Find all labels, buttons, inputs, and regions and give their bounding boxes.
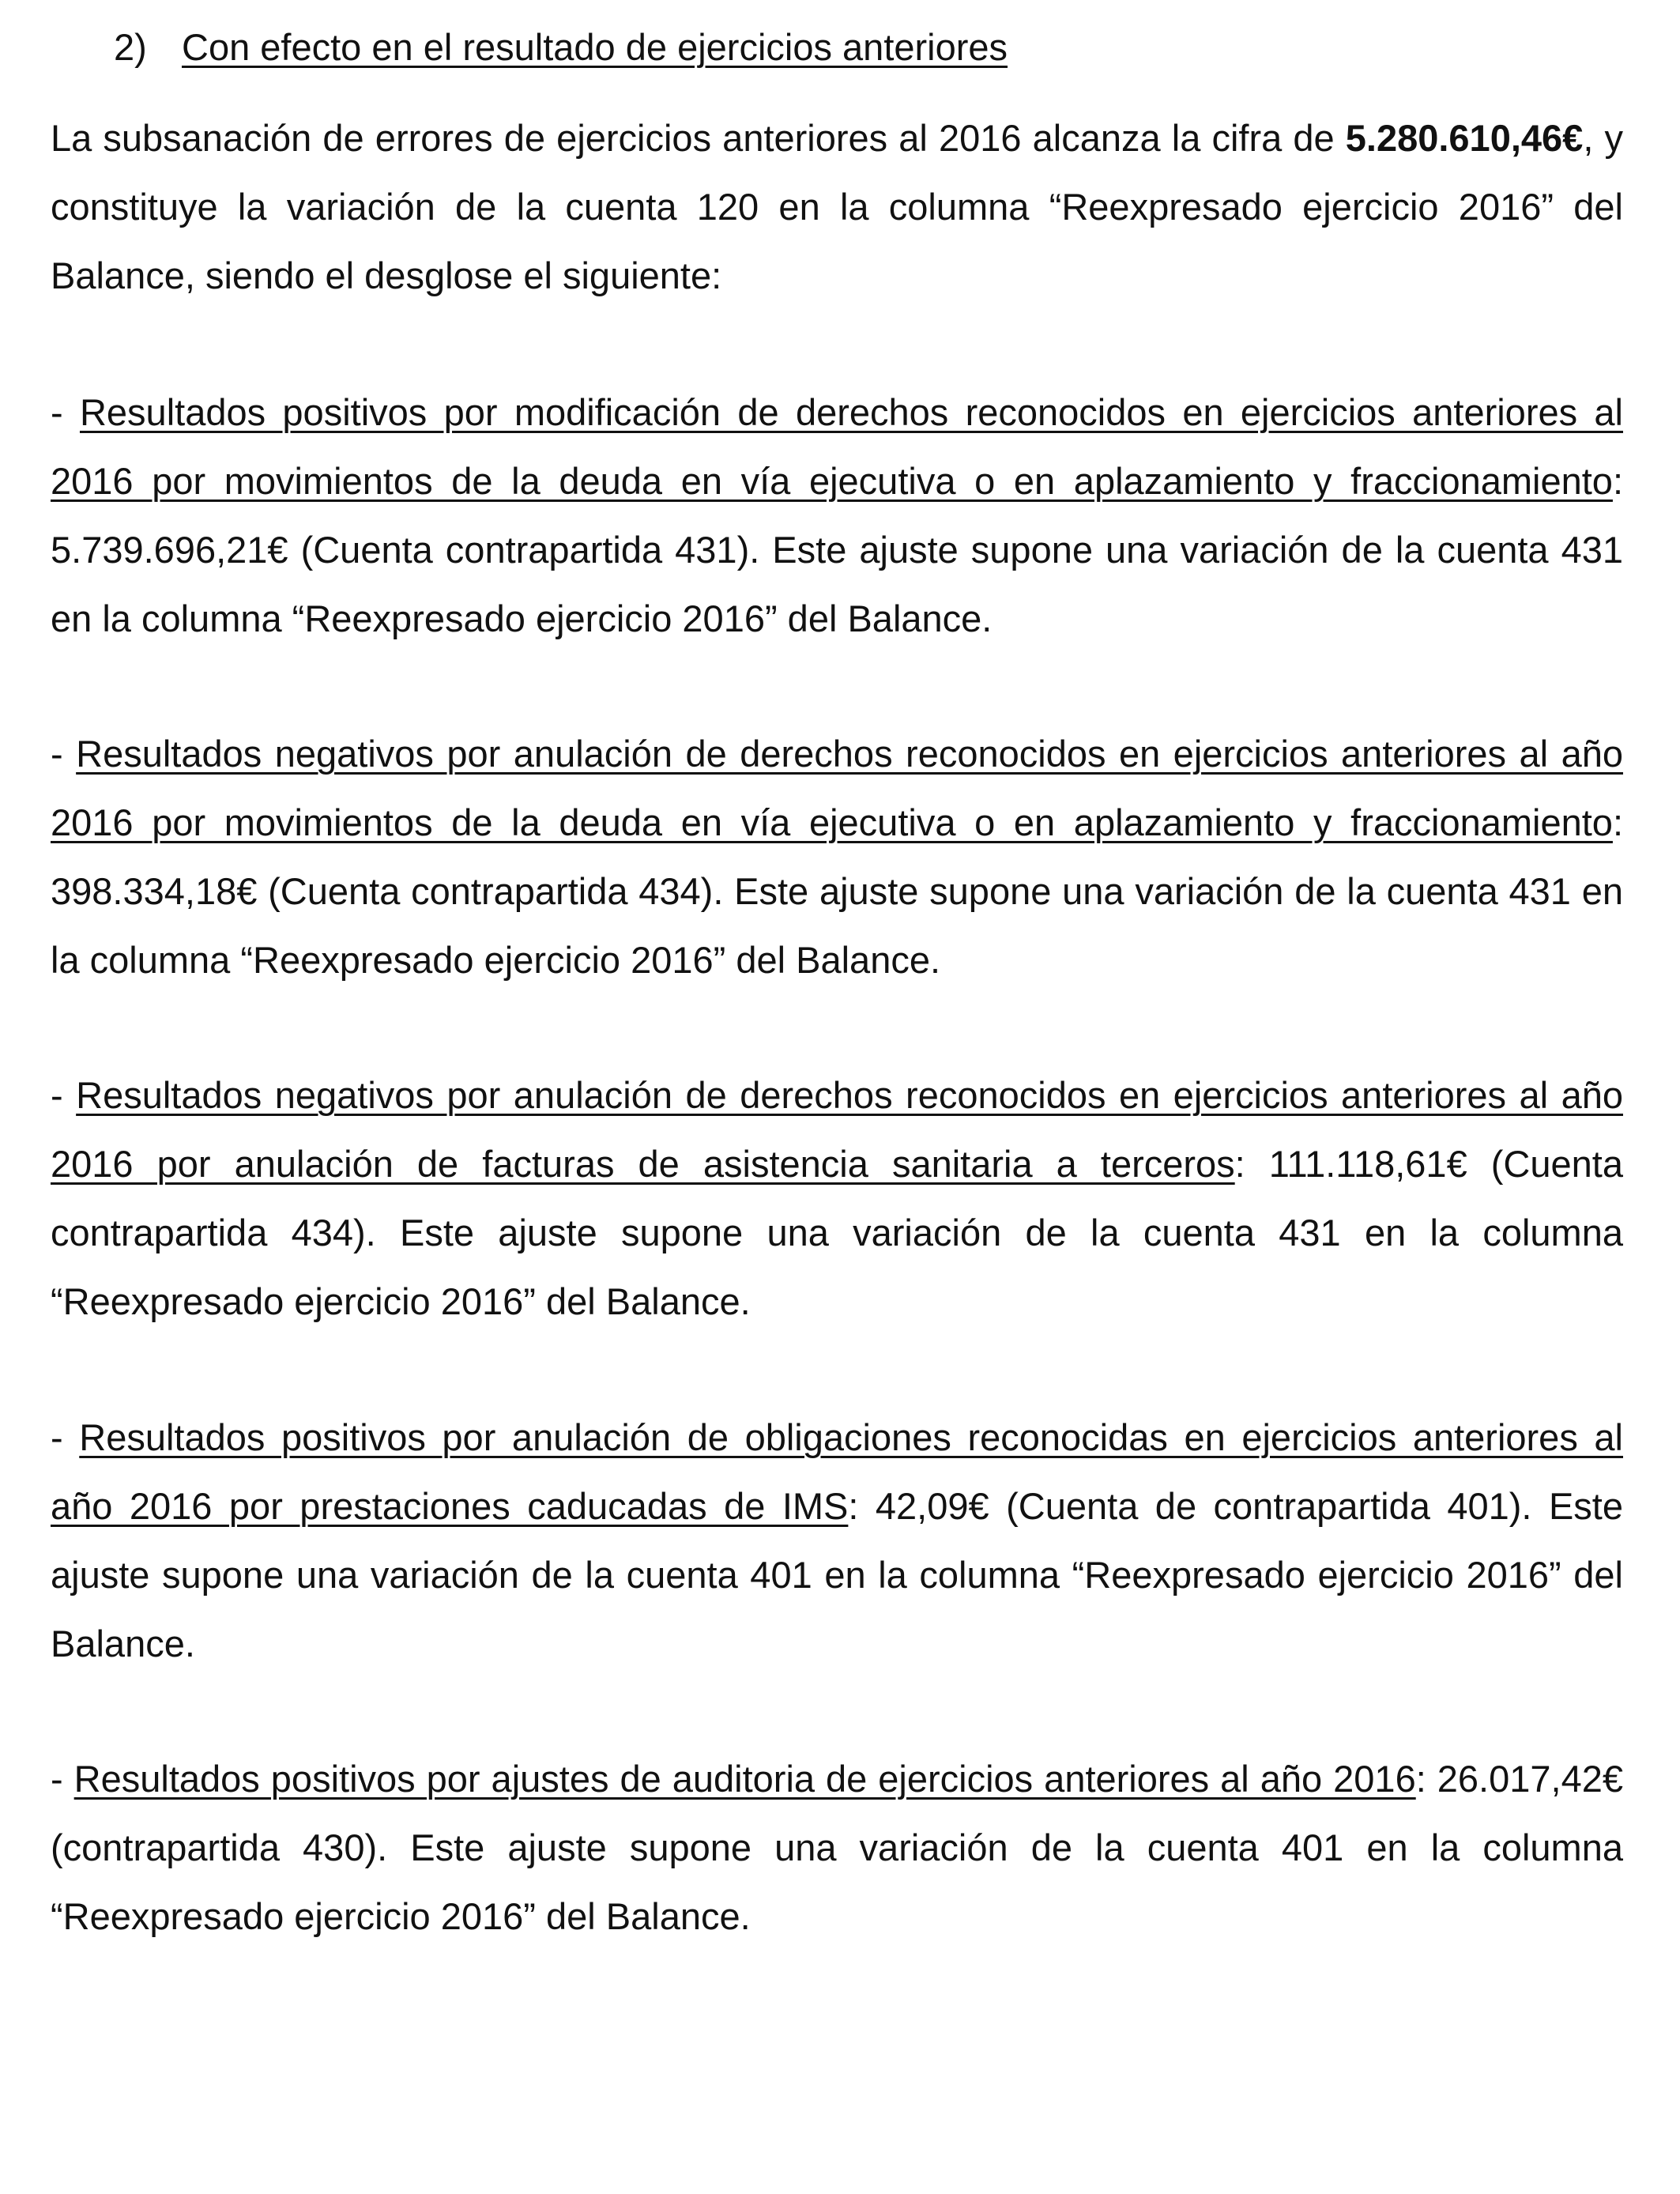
section-number: 2) xyxy=(114,26,147,68)
item-prefix: - xyxy=(51,1416,80,1458)
item-title: Resultados positivos por anulación de obligaciones reconocidas en ejercicios anteriores al año 2016 por prestaciones caducadas de IMS xyxy=(51,1416,1623,1527)
item-title: Resultados positivos por ajustes de auditoria de ejercicios anteriores al año 2016 xyxy=(73,1758,1416,1800)
item-title: Resultados positivos por modificación de derechos reconocidos en ejercicios anteriores al 2016 por movimientos de la deuda en vía ejecutiva o en aplazamiento y fraccionamiento xyxy=(51,391,1623,502)
intro-paragraph xyxy=(51,104,1623,310)
section-title: Con efecto en el resultado de ejercicios anteriores xyxy=(182,26,1008,68)
intro-text-before: La subsanación de errores de ejercicios anteriores al 2016 alcanza la cifra de xyxy=(51,117,1346,159)
item-body: : 26.017,42€ (contrapartida 430). Este ajuste supone una variación de la cuenta 401 en la columna “Reexpresado ejercicio 2016” del Balance. xyxy=(51,1758,1623,1937)
item-prefix: - xyxy=(51,733,77,775)
breakdown-item-1 xyxy=(51,378,1623,653)
section-heading xyxy=(114,24,1008,71)
item-title: Resultados negativos por anulación de derechos reconocidos en ejercicios anteriores al año 2016 por anulación de facturas de asistencia sanitaria a terceros xyxy=(51,1074,1623,1185)
item-prefix: - xyxy=(51,391,80,433)
breakdown-item-3 xyxy=(51,1061,1623,1336)
item-title: Resultados negativos por anulación de derechos reconocidos en ejercicios anteriores al año 2016 por movimientos de la deuda en vía ejecutiva o en aplazamiento y fraccionamiento xyxy=(51,733,1623,843)
item-prefix: - xyxy=(51,1758,74,1800)
item-prefix: - xyxy=(51,1074,77,1116)
item-body: : 111.118,61€ (Cuenta contrapartida 434). Este ajuste supone una variación de la cuenta 431 en la columna “Reexpresado ejercicio 2016” del Balance. xyxy=(51,1143,1623,1322)
item-body: : 398.334,18€ (Cuenta contrapartida 434). Este ajuste supone una variación de la cuenta 431 en la columna “Reexpresado ejercicio 2016” del Balance. xyxy=(51,801,1623,981)
intro-text-after: , y constituye la variación de la cuenta 120 en la columna “Reexpresado ejercicio 2016” del Balance, siendo el desglose el siguiente: xyxy=(51,117,1623,296)
intro-total-amount: 5.280.610,46€ xyxy=(1345,117,1584,159)
item-body: : 42,09€ (Cuenta de contrapartida 401). Este ajuste supone una variación de la cuenta 401 en la columna “Reexpresado ejercicio 2016” del Balance. xyxy=(51,1485,1623,1664)
breakdown-item-5 xyxy=(51,1744,1623,1951)
breakdown-item-4 xyxy=(51,1403,1623,1678)
item-body: : 5.739.696,21€ (Cuenta contrapartida 431). Este ajuste supone una variación de la cuenta 431 en la columna “Reexpresado ejercicio 2016” del Balance. xyxy=(51,460,1623,639)
breakdown-item-2 xyxy=(51,719,1623,994)
